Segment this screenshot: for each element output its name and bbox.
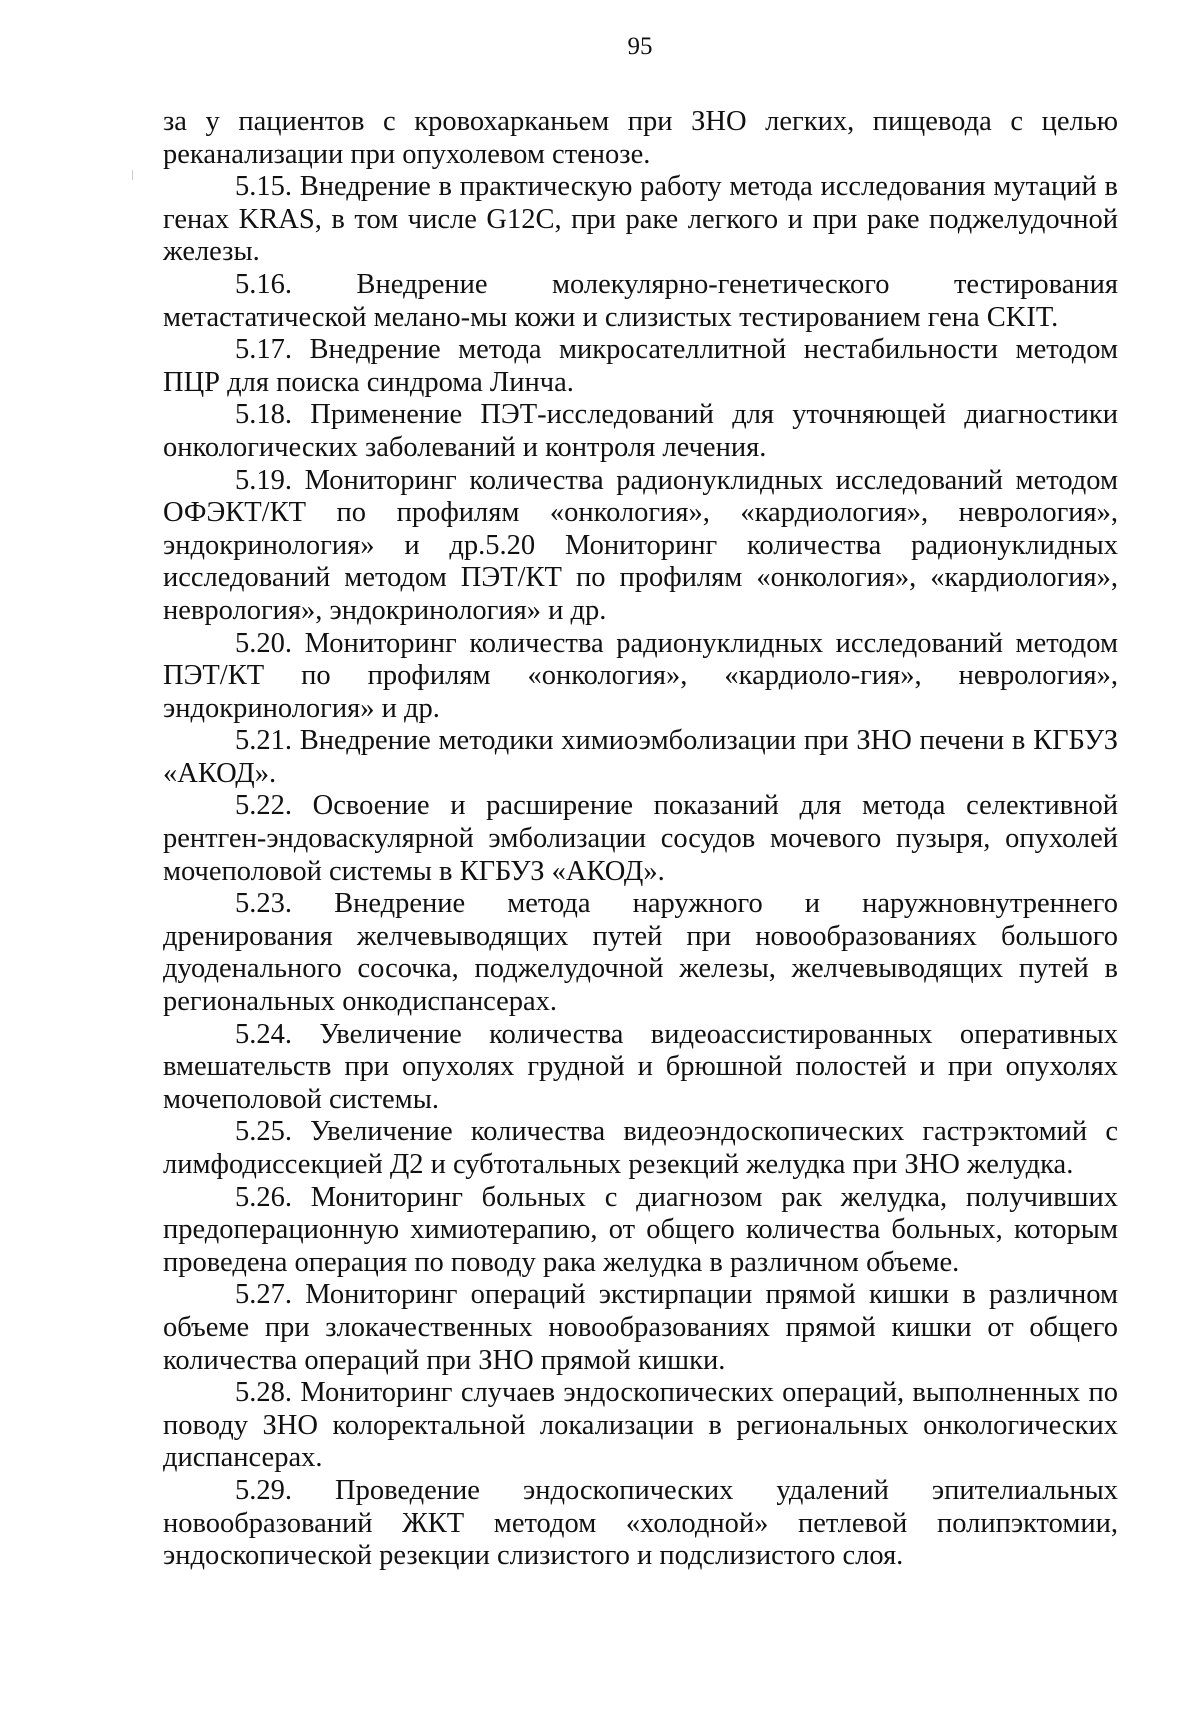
paragraph-5-19: 5.19. Мониторинг количества радионуклидных исследований методом ОФЭКТ/КТ по профилям «онкология», «кардиология», неврология», эндокринология» и др.5.20 Мониторинг количества радионуклидных исследований методом ПЭТ/КТ по профилям «онкология», «кардиология», неврология», эндокринология» и др. [163,464,1118,626]
paragraph-5-29: 5.29. Проведение эндоскопических удалений эпителиальных новообразований ЖКТ методом «холодной» петлевой полипэктомии, эндоскопической резекции слизистого и подслизистого слоя. [163,1474,1118,1572]
paragraph-5-20: 5.20. Мониторинг количества радионуклидных исследований методом ПЭТ/КТ по профилям «онкология», «кардиоло-гия», неврология», эндокринология» и др. [163,627,1118,724]
paragraph-5-21: 5.21. Внедрение методики химиоэмболизации при ЗНО печени в КГБУЗ «АКОД». [163,725,1118,789]
paragraph-5-25: 5.25. Увеличение количества видеоэндоскопических гастрэктомий с лимфодиссекцией Д2 и субтотальных резекций желудка при ЗНО желудка. [163,1116,1118,1180]
page-number: 95 [627,33,653,60]
paragraph-5-26: 5.26. Мониторинг больных с диагнозом рак желудка, получивших предоперационную химиотерапию, от общего количества больных, которым проведена операция по поводу рака желудка в различном объеме. [163,1181,1118,1278]
paragraph-5-15: 5.15. Внедрение в практическую работу метода исследования мутаций в генах KRAS, в том числе G12C, при раке легкого и при раке поджелудочной железы. [163,171,1118,268]
paragraph-5-16: 5.16. Внедрение молекулярно-генетического тестирования метастатической мелано-мы кожи и слизистых тестированием гена CKIT. [163,268,1118,333]
paragraph-5-22: 5.22. Освоение и расширение показаний для метода селективной рентген-эндоваскулярной эмболизации сосудов мочевого пузыря, опухолей мочеполовой системы в КГБУЗ «АКОД». [163,790,1118,887]
paragraph-5-28: 5.28. Мониторинг случаев эндоскопических операций, выполненных по поводу ЗНО колоректальной локализации в региональных онкологических диспансерах. [163,1377,1118,1474]
paragraph-5-27: 5.27. Мониторинг операций экстирпации прямой кишки в различном объеме при злокачественных новообразованиях прямой кишки от общего количества операций при ЗНО прямой кишки. [163,1279,1118,1376]
paragraph-5-23: 5.23. Внедрение метода наружного и наружновнутреннего дренирования желчевыводящих путей при новообразованиях большого дуоденального сосочка, поджелудочной железы, желчевыводящих путей в региональных онкодиспансерах. [163,888,1118,1018]
paragraph-5-24: 5.24. Увеличение количества видеоассистированных оперативных вмешательств при опухолях грудной и брюшной полостей и при опухолях мочеполовой системы. [163,1018,1118,1115]
paragraph-5-18: 5.18. Применение ПЭТ-исследований для уточняющей диагностики онкологических заболеваний и контроля лечения. [163,399,1118,463]
document-body [163,106,1118,1573]
scan-artifact [132,170,133,180]
paragraph-continuation: за у пациентов с кровохарканьем при ЗНО легких, пищевода с целью реканализации при опухолевом стенозе. [163,106,1118,170]
paragraph-5-17: 5.17. Внедрение метода микросателлитной нестабильности методом ПЦР для поиска синдрома Линча. [163,334,1118,398]
